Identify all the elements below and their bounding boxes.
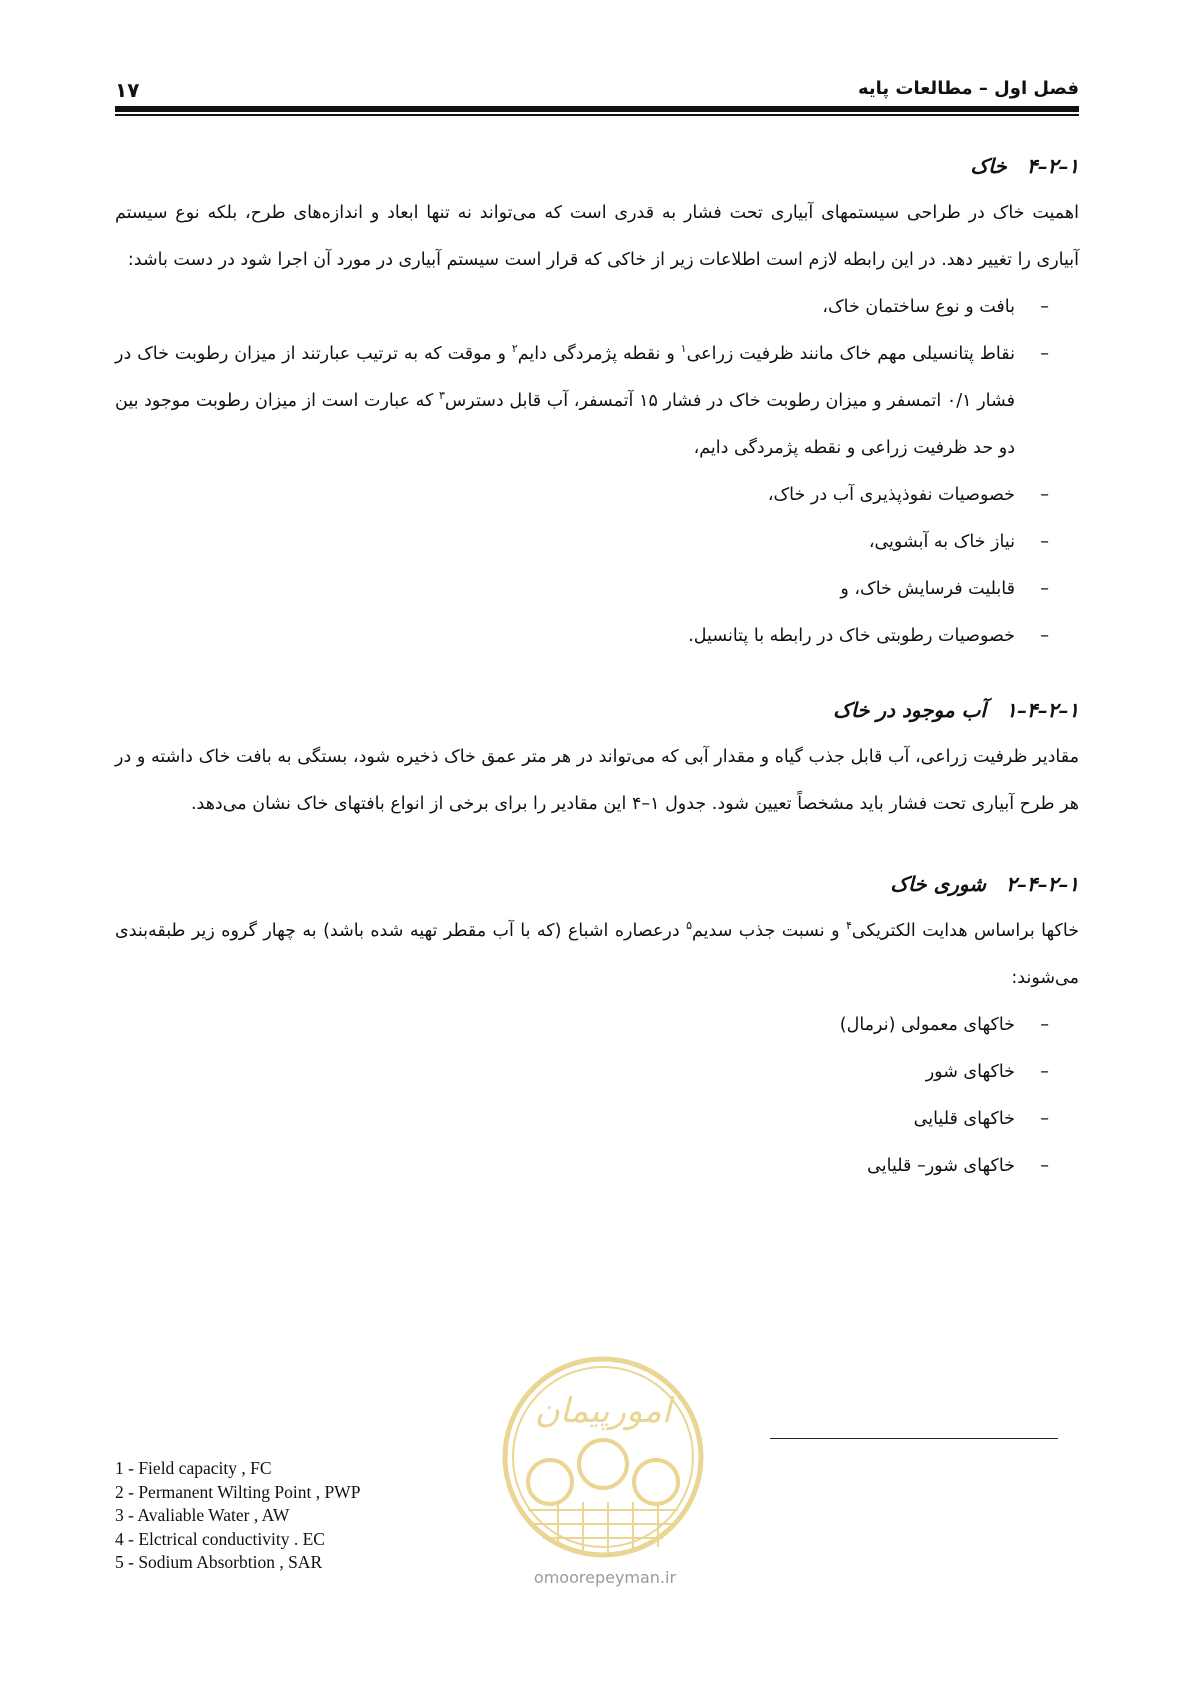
page-header (115, 74, 1079, 106)
list-item: – خصوصیات رطوبتی خاک در رابطه با پتانسیل. (688, 626, 1049, 646)
header-rule-thick (115, 106, 1079, 112)
footnotes (115, 1457, 535, 1575)
footnote: 5 - Sodium Absorbtion , SAR (115, 1552, 323, 1572)
section-title: شوری خاک (890, 872, 986, 896)
soil-intro-paragraph: اهمیت خاک در طراحی سیستمهای آبیاری تحت فشار به قدری است که می‌تواند نه تنها ابعاد و اندازه‌های طرح، بلکه نوع سیستم آبیاری را تغییر دهد. در این رابطه لازم است اطلاعات زیر از خاکی که قرار است سیستم آبیاری در مورد آن اجرا شود در دست باشد: (115, 203, 1079, 270)
footnote: 3 - Avaliable Water , AW (115, 1505, 290, 1525)
footnote-separator (770, 1438, 1058, 1439)
list-item: – نیاز خاک به آبشویی، (868, 532, 1049, 552)
water-paragraph: مقادیر ظرفیت زراعی، آب قابل جذب گیاه و مقدار آبی که می‌تواند در هر متر عمق خاک ذخیره شود، بستگی به بافت خاک داشته و در هر طرح آبیاری تحت فشار باید مشخصاً تعیین شود. جدول ۱–۴ این مقادیر را برای برخی از انواع بافتهای خاک نشان می‌دهد. (115, 747, 1079, 814)
section-title: آب موجود در خاک (833, 698, 986, 722)
footnote: 1 - Field capacity , FC (115, 1458, 272, 1478)
page-number: ۱۷ (115, 78, 140, 102)
section-heading-soil (115, 150, 1079, 182)
header-rule-thin (115, 114, 1079, 116)
footnote-ref: ۲ (511, 342, 518, 356)
salinity-paragraph: خاکها براساس هدایت الکتریکی$^۴$ و نسبت جذب سدیم$^۵$ درعصاره اشباع (که با آب مقطر تهیه شده باشد) به چهار گروه زیر طبقه‌بندی می‌شوند: (115, 919, 1080, 988)
page-body (115, 150, 1079, 1190)
list-item: – خاکهای قلیایی (913, 1109, 1049, 1129)
list-item: – خاکهای شور– قلیایی (867, 1156, 1049, 1176)
footnote-ref: ۴ (845, 919, 852, 933)
list-item: – قابلیت فرسایش خاک، و (840, 579, 1049, 599)
watermark-logo-text: امورپیمان (534, 1391, 672, 1431)
watermark-url: omoorepeyman.ir (533, 1568, 677, 1587)
section-number: ۱–۲–۴–۲ (1006, 872, 1079, 896)
list-item: – خاکهای شور (925, 1062, 1049, 1082)
section-title: خاک (970, 154, 1007, 178)
section-number: ۱–۲–۴–۱ (1006, 698, 1079, 722)
footnote-ref: ۳ (439, 389, 445, 403)
footnote: 2 - Permanent Wilting Point , PWP (115, 1481, 361, 1502)
running-head: فصل اول – مطالعات پایه (857, 78, 1079, 99)
soil-salinity-groups-list (115, 1002, 1079, 1190)
list-item: – خصوصیات نفوذپذیری آب در خاک، (767, 485, 1049, 505)
list-item: – خاکهای معمولی (نرمال) (839, 1015, 1049, 1035)
footnote: 4 - Elctrical conductivity . EC (115, 1528, 325, 1549)
soil-requirements-list (115, 284, 1079, 660)
list-item: – بافت و نوع ساختمان خاک، (822, 297, 1049, 317)
section-heading-water (115, 694, 1079, 726)
footnote-ref: ۱ (680, 342, 687, 356)
section-number: ۱–۲–۴ (1026, 154, 1079, 178)
section-heading-salinity (115, 868, 1079, 900)
list-item: – نقاط پتانسیلی مهم خاک مانند ظرفیت زراعی$^۱$ و نقطه پژمردگی دایم$^۲$ و موقت که به ترتیب عبارتند از میزان رطوبت خاک در فشار ۰/۱ اتمسفر و میزان رطوبت خاک در فشار ۱۵ آتمسفر، آب قابل دسترس$^۳$ که عبارت است از میزان رطوبت موجود بین دو حد ظرفیت زراعی و نقطه پژمردگی دایم، (115, 342, 1049, 458)
footnote-ref: ۵ (686, 919, 693, 933)
